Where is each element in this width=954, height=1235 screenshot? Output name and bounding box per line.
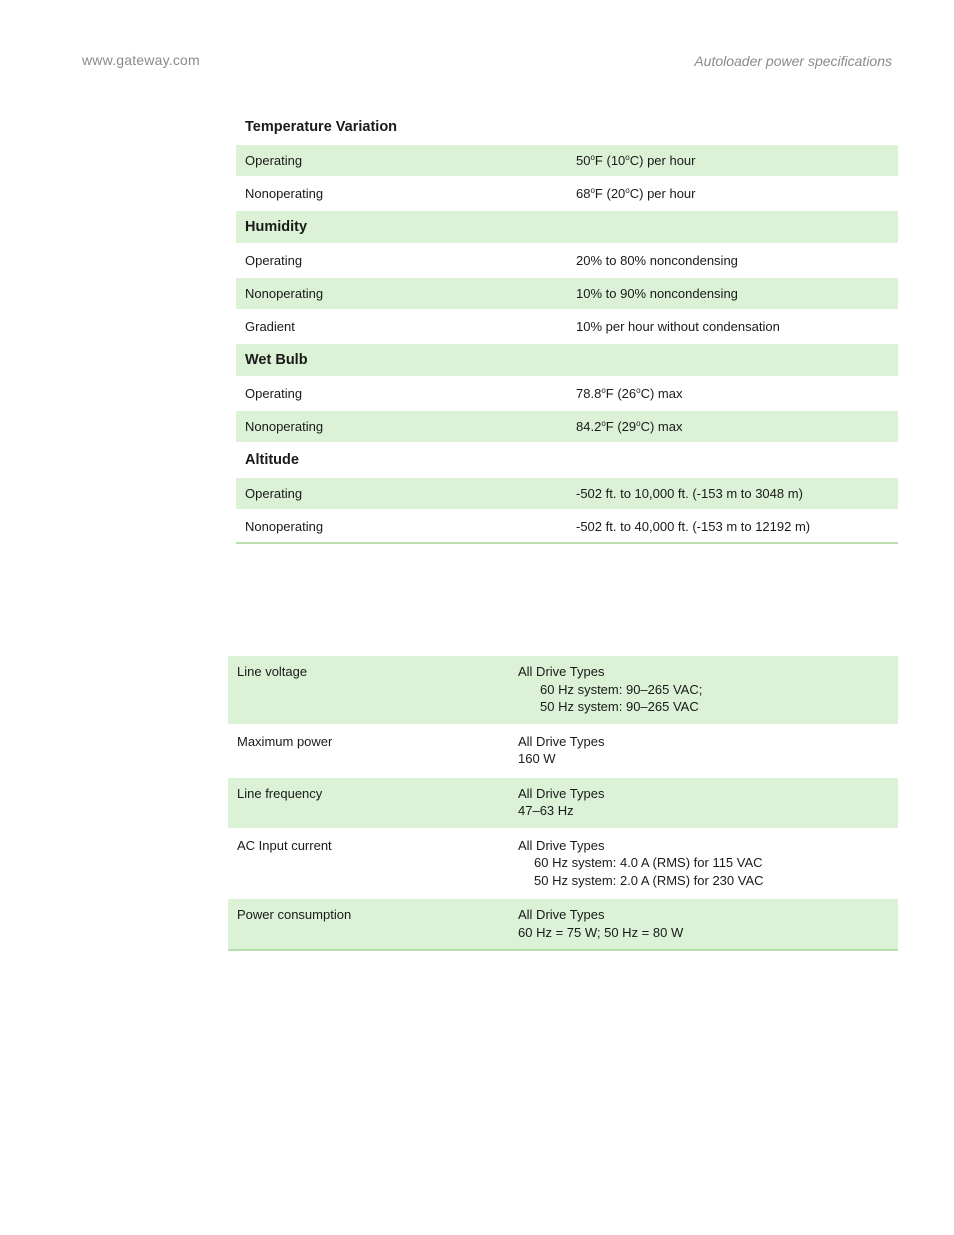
table-row [236, 244, 898, 277]
degree-symbol: o [625, 153, 630, 162]
row-label: Nonoperating [236, 177, 567, 210]
row-value [509, 829, 898, 899]
value-line: 60 Hz = 75 W; 50 Hz = 80 W [518, 924, 684, 940]
row-label: Operating [236, 477, 567, 510]
row-value [567, 177, 898, 210]
degree-symbol: o [590, 153, 595, 162]
website-url: www.gateway.com [82, 52, 200, 68]
degree-symbol: o [601, 386, 606, 395]
temp-c-value: 10 [610, 153, 626, 168]
table-row [228, 656, 898, 725]
row-value: 10% to 90% noncondensing [567, 277, 898, 310]
unit-f: F ( [605, 419, 622, 434]
row-value [509, 725, 898, 777]
table-row [236, 510, 898, 543]
row-label: Gradient [236, 310, 567, 343]
unit-f: F ( [594, 153, 611, 168]
value-line: 50 Hz system: 90–265 VAC [540, 699, 699, 714]
unit-f: F ( [594, 186, 611, 201]
row-value [567, 410, 898, 443]
row-label: Power consumption [228, 898, 509, 950]
row-value [567, 144, 898, 177]
temp-c-value: 20 [610, 186, 626, 201]
row-value [509, 777, 898, 829]
temp-c-value: 29 [621, 419, 637, 434]
degree-symbol: o [636, 386, 641, 395]
section-title: Autoloader power specifications [694, 53, 892, 69]
value-line: All Drive Types [518, 664, 605, 679]
humidity-heading: Humidity [236, 210, 898, 244]
table-section-header [236, 210, 898, 244]
value-line: All Drive Types [518, 907, 605, 922]
table-row [236, 177, 898, 210]
row-label: Operating [236, 244, 567, 277]
value-line: All Drive Types [518, 785, 605, 801]
temp-f-value: 84.2 [576, 419, 602, 434]
altitude-heading: Altitude [236, 443, 898, 477]
row-label: Nonoperating [236, 410, 567, 443]
table-section-header [236, 443, 898, 477]
row-value [509, 898, 898, 950]
row-value: 10% per hour without condensation [567, 310, 898, 343]
table-section-header [236, 343, 898, 377]
temperature-variation-heading: Temperature Variation [236, 111, 898, 144]
temp-f-value: 50 [576, 153, 591, 168]
degree-symbol: o [590, 186, 595, 195]
row-label: AC Input current [228, 829, 509, 899]
row-label: Nonoperating [236, 510, 567, 543]
table-row [236, 477, 898, 510]
row-value [509, 656, 898, 725]
value-line: All Drive Types [518, 837, 605, 853]
environmental-spec-table [236, 111, 898, 544]
degree-symbol: o [636, 419, 641, 428]
table-row [236, 410, 898, 443]
table-row [228, 829, 898, 899]
power-spec-table [228, 656, 898, 951]
table-row [228, 725, 898, 777]
row-label: Operating [236, 144, 567, 177]
value-line: 60 Hz system: 90–265 VAC; [540, 681, 703, 697]
row-value: -502 ft. to 40,000 ft. (-153 m to 12192 m) [567, 510, 898, 543]
row-label: Line voltage [228, 656, 509, 725]
table-row [228, 777, 898, 829]
table-row [236, 277, 898, 310]
temp-suffix: C) max [640, 386, 683, 401]
value-line: 50 Hz system: 2.0 A (RMS) for 230 VAC [534, 872, 764, 888]
value-line: 160 W [518, 751, 556, 766]
degree-symbol: o [601, 419, 606, 428]
row-value: -502 ft. to 10,000 ft. (-153 m to 3048 m) [567, 477, 898, 510]
wet-bulb-heading: Wet Bulb [236, 343, 898, 377]
unit-f: F ( [605, 386, 622, 401]
table-row [228, 898, 898, 950]
degree-symbol: o [625, 186, 630, 195]
value-line: 60 Hz system: 4.0 A (RMS) for 115 VAC [534, 855, 763, 870]
value-line: All Drive Types [518, 733, 605, 749]
row-value: 20% to 80% noncondensing [567, 244, 898, 277]
temp-c-value: 26 [621, 386, 637, 401]
table-section-header [236, 111, 898, 144]
temp-f-value: 68 [576, 186, 591, 201]
table-row [236, 144, 898, 177]
temp-suffix: C) per hour [629, 186, 696, 201]
temp-suffix: C) per hour [629, 153, 696, 168]
row-label: Nonoperating [236, 277, 567, 310]
table-row [236, 310, 898, 343]
row-label: Operating [236, 377, 567, 410]
value-line: 47–63 Hz [518, 803, 574, 818]
row-label: Maximum power [228, 725, 509, 777]
temp-suffix: C) max [640, 419, 683, 434]
temp-f-value: 78.8 [576, 386, 602, 401]
row-value [567, 377, 898, 410]
table-row [236, 377, 898, 410]
row-label: Line frequency [228, 777, 509, 829]
